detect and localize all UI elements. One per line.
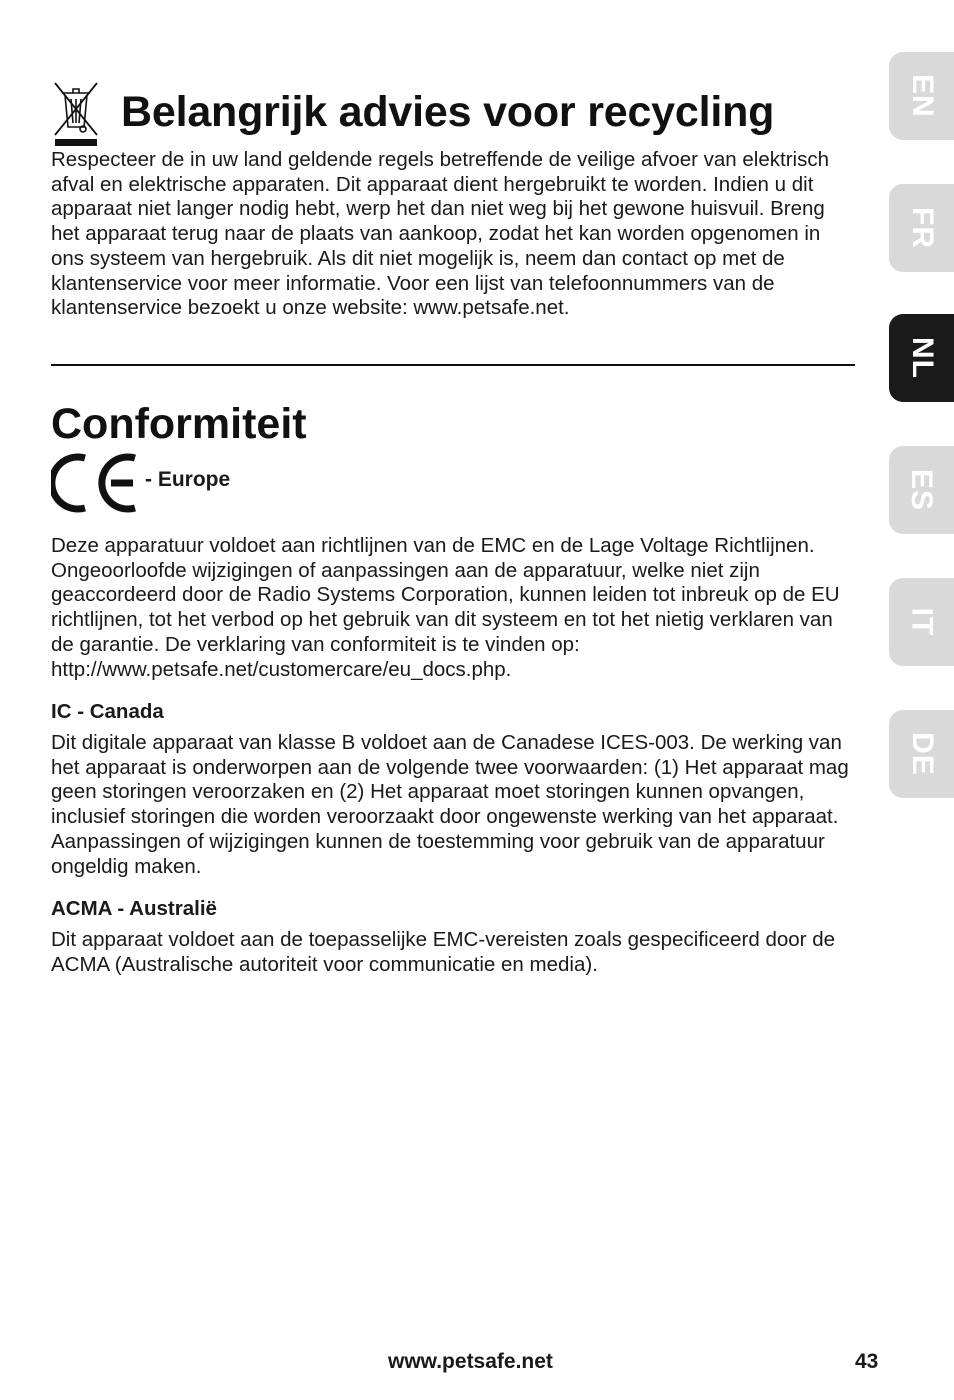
recycling-title: Belangrijk advies voor recycling — [121, 87, 775, 136]
tab-en[interactable] — [889, 52, 954, 140]
australia-body: Dit apparaat voldoet aan de toepasselijke EMC-vereisten zoals gespecificeerd door de ACMA (Australische autoriteit voor communicatie en media). — [51, 928, 836, 976]
ce-mark-icon — [51, 452, 141, 514]
tab-label: EN — [905, 74, 939, 118]
ce-europe-row — [51, 452, 230, 514]
europe-label: - Europe — [145, 468, 231, 491]
tab-label: IT — [905, 607, 939, 637]
tab-es[interactable] — [889, 446, 954, 534]
tab-fr[interactable] — [889, 184, 954, 272]
australia-heading: ACMA - Australië — [51, 897, 217, 920]
tab-label: FR — [905, 207, 939, 249]
tab-label: NL — [905, 337, 939, 379]
europe-body: Deze apparatuur voldoet aan richtlijnen van de EMC en de Lage Voltage Richtlijnen. Ongeoorloofde wijzigingen of aanpassingen aan de apparatuur, welke niet zijn geaccordeerd door de Radio Systems Corporation, kunnen leiden tot inbreuk op de EU richtlijnen, tot het verbod op het gebruik van dit systeem en tot het nietig verklaren van de garantie. De verklaring van conformiteit is te vinden op: http://www.petsafe.net/customercare/eu_docs.php. — [51, 534, 840, 681]
page-number: 43 — [855, 1350, 879, 1373]
tab-label: DE — [905, 732, 939, 776]
tab-de[interactable] — [889, 710, 954, 798]
recycling-body: Respecteer de in uw land geldende regels betreffende de veilige afvoer van elektrisch afval en elektrische apparaten. Dit apparaat dient hergebruikt te worden. Indien u dit apparaat niet langer nodig hebt, werp het dan niet weg bij het gewone huisvuil. Breng het apparaat terug naar de plaats van aankoop, zodat het kan worden opgenomen in ons systeem van hergebruik. Als dit niet mogelijk is, neem dan contact op met de klantenservice voor meer informatie. Voor een lijst van telefoonnummers van de klantenservice bezoekt u onze website: www.petsafe.net. — [51, 148, 829, 320]
tab-label: ES — [905, 468, 939, 512]
footer-url: www.petsafe.net — [388, 1350, 553, 1373]
recycling-header — [51, 72, 774, 152]
canada-heading: IC - Canada — [51, 700, 164, 723]
tab-nl[interactable] — [889, 314, 954, 402]
section-divider — [51, 364, 855, 366]
tab-it[interactable] — [889, 578, 954, 666]
conformity-title: Conformiteit — [51, 400, 307, 448]
weee-crossed-bin-icon — [51, 77, 101, 147]
canada-body: Dit digitale apparaat van klasse B voldoet aan de Canadese ICES-003. De werking van het apparaat is onderworpen aan de volgende twee voorwaarden: (1) Het apparaat mag geen storingen veroorzaken en (2) Het apparaat moet storingen kunnen opvangen, inclusief storingen die worden veroorzaakt door ongewenste werking van het apparaat. Aanpassingen of wijzigingen kunnen de toestemming voor gebruik van de apparatuur ongeldig maken. — [51, 731, 849, 878]
